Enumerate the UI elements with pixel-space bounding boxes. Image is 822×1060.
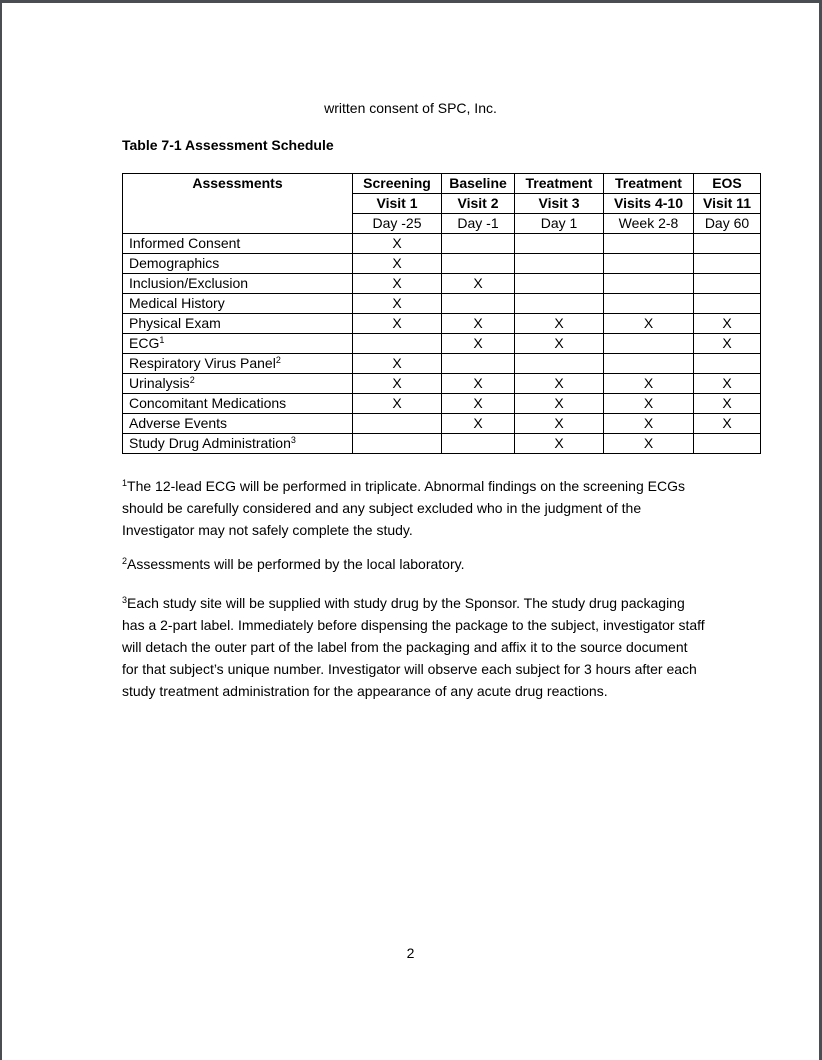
footnote-mark: 3 — [122, 595, 128, 605]
schedule-cell — [604, 294, 694, 314]
document-page — [2, 3, 819, 1060]
label-text: ECG — [129, 335, 160, 351]
schedule-cell: X — [353, 314, 442, 334]
schedule-cell — [694, 354, 761, 374]
schedule-cell: X — [694, 314, 761, 334]
schedule-cell — [442, 354, 515, 374]
schedule-cell: X — [353, 354, 442, 374]
table-row — [123, 314, 761, 334]
schedule-cell: X — [353, 294, 442, 314]
label-text: Demographics — [129, 255, 220, 271]
header-visit: Visit 2 — [442, 194, 515, 214]
schedule-cell — [515, 354, 604, 374]
schedule-cell — [442, 294, 515, 314]
assessment-label — [123, 414, 353, 434]
schedule-cell: X — [694, 334, 761, 354]
table-row — [123, 414, 761, 434]
schedule-cell: X — [694, 374, 761, 394]
schedule-cell — [353, 434, 442, 454]
schedule-cell — [604, 274, 694, 294]
footnote-1 — [122, 475, 702, 541]
schedule-cell — [604, 354, 694, 374]
assessment-label — [123, 374, 353, 394]
schedule-cell: X — [442, 334, 515, 354]
table-row — [123, 394, 761, 414]
label-text: Medical History — [129, 295, 225, 311]
footnote-ref: 2 — [275, 355, 281, 365]
schedule-cell: X — [515, 414, 604, 434]
assessment-label — [123, 274, 353, 294]
schedule-cell — [694, 434, 761, 454]
label-text: Urinalysis — [129, 375, 190, 391]
label-text: Physical Exam — [129, 315, 221, 331]
schedule-cell — [353, 414, 442, 434]
schedule-cell — [694, 274, 761, 294]
header-day: Day 60 — [694, 214, 761, 234]
header-phase: Baseline — [442, 174, 515, 194]
footnote-2 — [122, 553, 702, 575]
header-visit: Visits 4-10 — [604, 194, 694, 214]
schedule-cell — [515, 274, 604, 294]
assessment-label — [123, 254, 353, 274]
schedule-cell: X — [604, 434, 694, 454]
schedule-cell: X — [442, 394, 515, 414]
schedule-cell — [515, 254, 604, 274]
table-row — [123, 234, 761, 254]
footnote-text: The 12-lead ECG will be performed in triplicate. Abnormal findings on the screening ECGs should be carefully considered and any subject excluded who in the judgment of the Investigator may not safely complete the study. — [122, 478, 685, 538]
schedule-cell: X — [694, 394, 761, 414]
schedule-cell: X — [353, 274, 442, 294]
schedule-cell — [442, 434, 515, 454]
label-text: Informed Consent — [129, 235, 241, 251]
footnote-text: Each study site will be supplied with study drug by the Sponsor. The study drug packaging has a 2-part label. Immediately before dispensing the package to the subject, investigator staff will detach the outer part of the label from the packaging and affix it to the source document for that subject’s unique number. Investigator will observe each subject for 3 hours after each study treatment administration for the appearance of any acute drug reactions. — [122, 595, 705, 699]
schedule-cell: X — [442, 374, 515, 394]
schedule-cell: X — [442, 414, 515, 434]
schedule-cell — [442, 254, 515, 274]
label-text: Study Drug Administration — [129, 435, 291, 451]
table-title: Table 7-1 Assessment Schedule — [122, 137, 334, 153]
schedule-cell: X — [604, 374, 694, 394]
assessment-label — [123, 394, 353, 414]
schedule-cell — [604, 234, 694, 254]
footnote-ref: 1 — [159, 335, 165, 345]
assessment-label — [123, 354, 353, 374]
table-row — [123, 294, 761, 314]
assessment-schedule-table — [122, 173, 761, 454]
schedule-cell: X — [604, 314, 694, 334]
table-row — [123, 354, 761, 374]
assessment-label — [123, 334, 353, 354]
schedule-cell — [515, 294, 604, 314]
schedule-cell: X — [515, 394, 604, 414]
footnote-mark: 2 — [122, 556, 128, 566]
schedule-cell — [604, 254, 694, 274]
header-phase: Treatment — [515, 174, 604, 194]
schedule-cell: X — [442, 274, 515, 294]
header-visit: Visit 3 — [515, 194, 604, 214]
footnote-mark: 1 — [122, 478, 128, 488]
assessment-label — [123, 294, 353, 314]
header-day: Week 2-8 — [604, 214, 694, 234]
header-day: Day -1 — [442, 214, 515, 234]
schedule-cell: X — [694, 414, 761, 434]
label-text: Adverse Events — [129, 415, 228, 431]
schedule-cell: X — [353, 234, 442, 254]
table-row — [123, 374, 761, 394]
schedule-cell: X — [353, 254, 442, 274]
assessment-label — [123, 314, 353, 334]
schedule-cell — [694, 234, 761, 254]
assessment-label — [123, 234, 353, 254]
table-row — [123, 254, 761, 274]
schedule-cell: X — [515, 314, 604, 334]
footnote-ref: 2 — [189, 375, 195, 385]
label-text: Inclusion/Exclusion — [129, 275, 249, 291]
header-phase: Treatment — [604, 174, 694, 194]
label-text: Respiratory Virus Panel — [129, 355, 276, 371]
header-day: Day 1 — [515, 214, 604, 234]
schedule-cell: X — [515, 434, 604, 454]
schedule-cell — [353, 334, 442, 354]
header-assessments: Assessments — [123, 174, 353, 234]
schedule-cell: X — [353, 394, 442, 414]
table-row — [123, 334, 761, 354]
label-text: Concomitant Medications — [129, 395, 287, 411]
schedule-cell: X — [604, 394, 694, 414]
schedule-cell: X — [353, 374, 442, 394]
header-phase: Screening — [353, 174, 442, 194]
header-phase: EOS — [694, 174, 761, 194]
assessment-label — [123, 434, 353, 454]
footnote-text: Assessments will be performed by the local laboratory. — [127, 556, 465, 572]
table-row — [123, 434, 761, 454]
schedule-cell — [604, 334, 694, 354]
table-row — [123, 274, 761, 294]
page-number: 2 — [406, 945, 415, 961]
schedule-cell — [442, 234, 515, 254]
schedule-cell: X — [515, 334, 604, 354]
header-visit: Visit 1 — [353, 194, 442, 214]
schedule-cell — [515, 234, 604, 254]
footnote-3 — [122, 592, 707, 702]
header-day: Day -25 — [353, 214, 442, 234]
schedule-cell: X — [515, 374, 604, 394]
continued-text: written consent of SPC, Inc. — [324, 100, 497, 116]
schedule-cell — [694, 254, 761, 274]
schedule-cell: X — [442, 314, 515, 334]
header-row — [123, 174, 761, 194]
schedule-cell: X — [604, 414, 694, 434]
header-visit: Visit 11 — [694, 194, 761, 214]
schedule-cell — [694, 294, 761, 314]
footnote-ref: 3 — [290, 435, 296, 445]
